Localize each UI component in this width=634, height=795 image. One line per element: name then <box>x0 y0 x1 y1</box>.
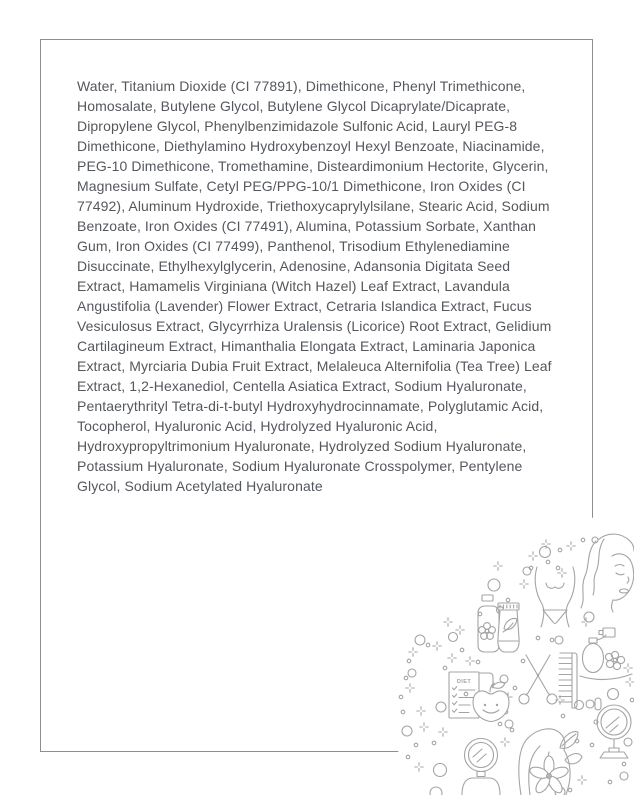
beauty-line-art-illustration <box>398 505 634 795</box>
ingredients-text: Water, Titanium Dioxide (CI 77891), Dimethicone, Phenyl Trimethicone, Homosalate, Butylene Glycol, Butylene Glycol Dicaprylate/Dicaprate, Dipropylene Glycol, Phenylbenzimidazole Sulfonic Acid, Lauryl PEG-8 Dimethicone, Diethylamino Hydroxybenzoyl Hexyl Benzoate, Niacinamide, PEG-10 Dimethicone, Tromethamine, Disteardimonium Hectorite, Glycerin, Magnesium Sulfate, Cetyl PEG/PPG-10/1 Dimethicone, Iron Oxides (CI 77492), Aluminum Hydroxide, Triethoxycaprylylsilane, Stearic Acid, Sodium Benzoate, Iron Oxides (CI 77491), Alumina, Potassium Sorbate, Xanthan Gum, Iron Oxides (CI 77499), Panthenol, Trisodium Ethylenediamine Disuccinate, Ethylhexylglycerin, Adenosine, Adansonia Digitata Seed Extract, Hamamelis Virginiana (Witch Hazel) Leaf Extract, Lavandula Angustifolia (Lavender) Flower Extract, Cetraria Islandica Extract, Fucus Vesiculosus Extract, Glycyrrhiza Uralensis (Licorice) Root Extract, Gelidium Cartilagineum Extract, Himanthalia Elongata Extract, Laminaria Japonica Extract, Myrciaria Dubia Fruit Extract, Melaleuca Alternifolia (Tea Tree) Leaf Extract, 1,2-Hexanediol, Centella Asiatica Extract, Sodium Hyaluronate, Pentaerythrityl Tetra-di-t-butyl Hydroxyhydrocinnamate, Polyglutamic Acid, Tocopherol, Hyaluronic Acid, Hydrolyzed Hyaluronic Acid, Hydroxypropyltrimonium Hyaluronate, Hydrolyzed Sodium Hyaluronate, Potassium Hyaluronate, Sodium Hyaluronate Crosspolymer, Pentylene Glycol, Sodium Acetylated Hyaluronate <box>77 78 552 494</box>
illustration-background-circle <box>398 511 634 795</box>
diet-label: DIET <box>456 679 472 685</box>
